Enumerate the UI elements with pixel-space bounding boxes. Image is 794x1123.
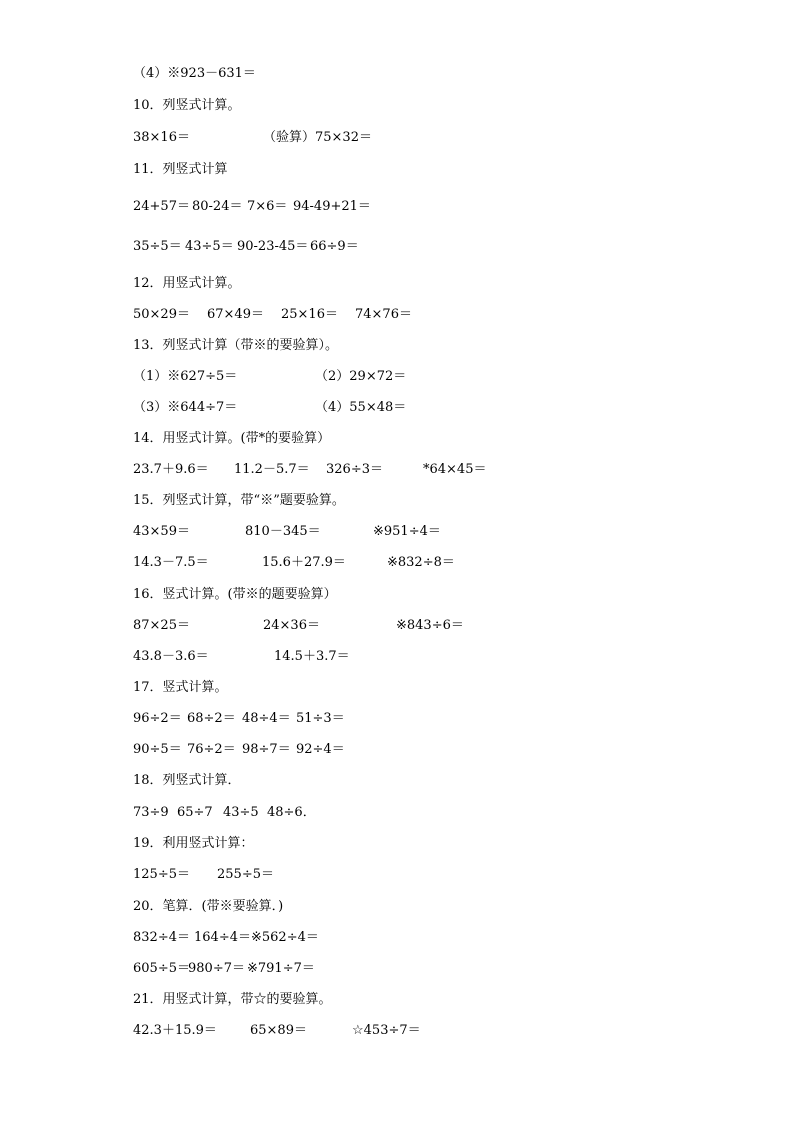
problem-text: 43÷5 (223, 805, 259, 820)
question-title: 19．利用竖式计算： (133, 836, 254, 851)
problem-text: 76÷2＝ (187, 742, 236, 757)
problem-text: 38×16＝ (133, 130, 190, 145)
problem-text: 125÷5＝ (133, 867, 190, 882)
problem-text: 96÷2＝ (133, 711, 182, 726)
problem-text: 23.7＋9.6＝ (133, 462, 209, 477)
question-title: 21．用竖式计算，带☆的要验算。 (133, 992, 332, 1007)
question-title: 18．列竖式计算． (133, 773, 241, 788)
problem-text: 42.3＋15.9＝ (133, 1023, 217, 1038)
problem-text: 43.8－3.6＝ (133, 649, 209, 664)
problem-text: （3）※644÷7＝ (133, 400, 238, 415)
question-title: 12．用竖式计算。 (133, 276, 241, 291)
problem-text: 51÷3＝ (296, 711, 345, 726)
problem-text: 74×76＝ (355, 307, 412, 322)
problem-text: 15.6＋27.9＝ (262, 555, 346, 570)
problem-text: 14.3－7.5＝ (133, 555, 209, 570)
problem-text: （2）29×72＝ (315, 369, 407, 384)
problem-text: （1）※627÷5＝ (133, 369, 238, 384)
problem-text: 90-23-45＝ (237, 239, 309, 254)
problem-text: 67×49＝ (207, 307, 264, 322)
question-title: 20．笔算．(带※要验算．) (133, 899, 284, 914)
problem-text: 92÷4＝ (296, 742, 345, 757)
problem-text: 326÷3＝ (326, 462, 383, 477)
problem-text: 98÷7＝ (242, 742, 291, 757)
problem-text: 65÷7 (177, 805, 213, 820)
problem-text: 48÷6． (267, 805, 316, 820)
question-title: 15．列竖式计算，带“※”题要验算。 (133, 493, 345, 508)
problem-text: ※843÷6＝ (396, 618, 464, 633)
problem-text: 50×29＝ (133, 307, 190, 322)
problem-text: 24×36＝ (263, 618, 320, 633)
question-title: 14．用竖式计算。(带*的要验算） (133, 431, 331, 446)
problem-text: 164÷4＝ (194, 930, 251, 945)
problem-text: 94-49+21＝ (293, 199, 371, 214)
problem-text: 24+57＝ (133, 199, 190, 214)
problem-text: ※791÷7＝ (247, 961, 315, 976)
question-title: 16．竖式计算。(带※的题要验算） (133, 587, 337, 602)
problem-text: ※951÷4＝ (373, 524, 441, 539)
problem-text: 48÷4＝ (242, 711, 291, 726)
problem-text: 43×59＝ (133, 524, 190, 539)
problem-text: ☆453÷7＝ (352, 1023, 421, 1038)
problem-text: 980÷7＝ (188, 961, 245, 976)
problem-text: 43÷5＝ (185, 239, 234, 254)
problem-text: 7×6＝ (247, 199, 288, 214)
question-title: 17．竖式计算。 (133, 680, 228, 695)
problem-text: 73÷9 (133, 805, 169, 820)
problem-text: 90÷5＝ (133, 742, 182, 757)
problem-text: 14.5＋3.7＝ (274, 649, 350, 664)
question-title: 10．列竖式计算。 (133, 98, 241, 113)
problem-text: ※562÷4＝ (251, 930, 319, 945)
problem-text: 11.2－5.7＝ (234, 462, 310, 477)
problem-text: 605÷5＝ (133, 961, 190, 976)
problem-text: （4）※923－631＝ (133, 66, 256, 81)
problem-text: （验算）75×32＝ (263, 130, 372, 145)
problem-text: 87×25＝ (133, 618, 190, 633)
problem-text: 35÷5＝ (133, 239, 182, 254)
problem-text: 255÷5＝ (217, 867, 274, 882)
problem-text: 80-24＝ (192, 199, 243, 214)
problem-text: ※832÷8＝ (387, 555, 455, 570)
problem-text: （4）55×48＝ (315, 400, 407, 415)
problem-text: 25×16＝ (281, 307, 338, 322)
question-title: 11．列竖式计算 (133, 162, 228, 177)
problem-text: 65×89＝ (250, 1023, 307, 1038)
problem-text: 66÷9＝ (310, 239, 359, 254)
problem-text: 810－345＝ (245, 524, 321, 539)
problem-text: 68÷2＝ (187, 711, 236, 726)
problem-text: *64×45＝ (423, 462, 487, 477)
question-title: 13．列竖式计算（带※的要验算）。 (133, 338, 339, 353)
problem-text: 832÷4＝ (133, 930, 190, 945)
